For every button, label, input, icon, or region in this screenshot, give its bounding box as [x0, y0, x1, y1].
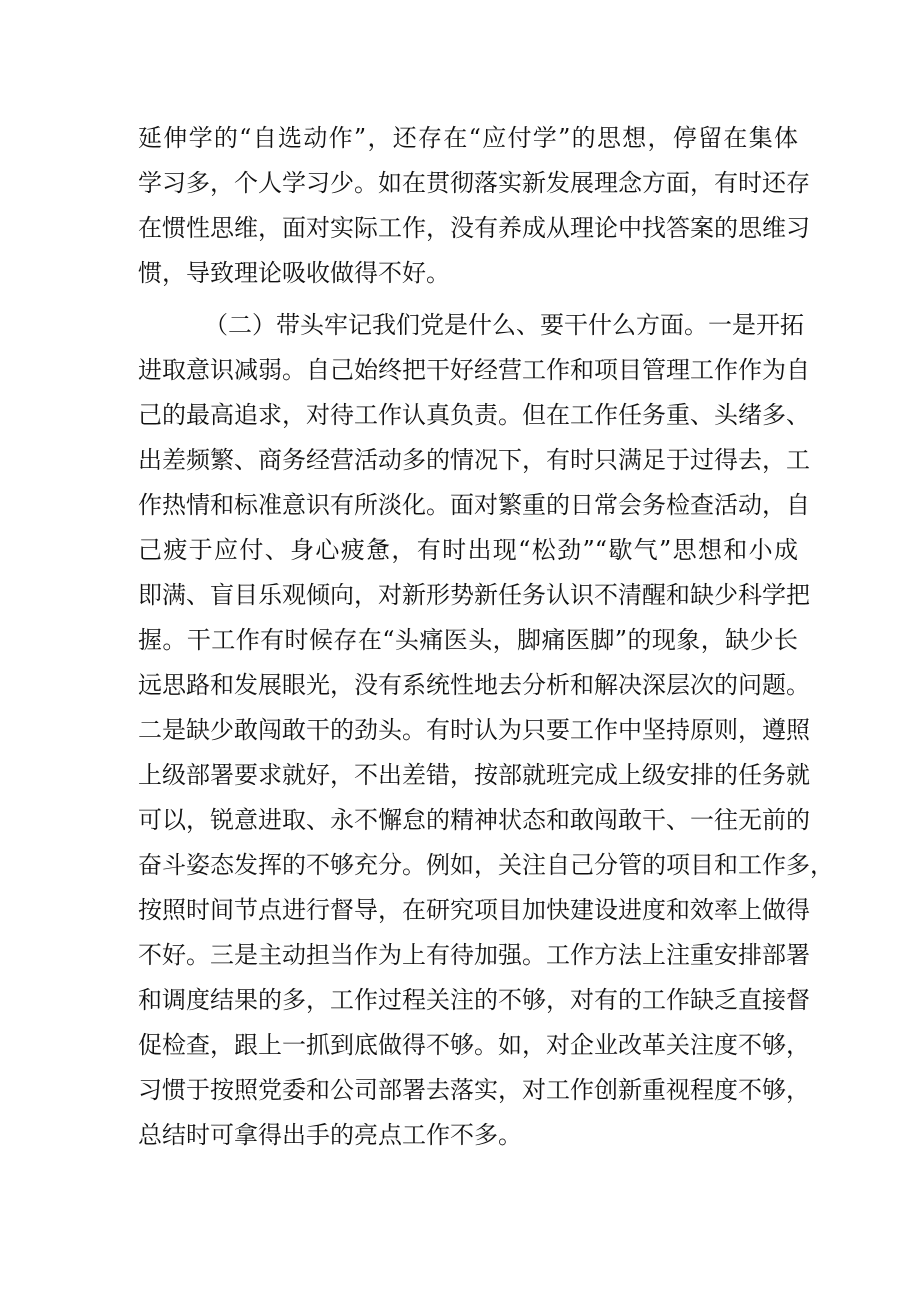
paragraph-gap [138, 296, 798, 303]
paragraph-2-line: 促检查，跟上一抓到底做得不够。如，对企业改革关注度不够， [138, 1031, 810, 1059]
paragraph-2-line: 可以，锐意进取、永不懈怠的精神状态和敢闯敢干、一往无前的 [138, 806, 810, 834]
paragraph-2-line: （二）带头牢记我们党是什么、要干什么方面。一是开拓 [204, 311, 804, 339]
paragraph-2-line: 和调度结果的多，工作过程关注的不够，对有的工作缺乏直接督 [138, 986, 810, 1014]
paragraph-2-line: 奋斗姿态发挥的不够充分。例如，关注自己分管的项目和工作多， [138, 851, 834, 879]
document-body [138, 116, 834, 1158]
paragraph-2-line: 总结时可拿得出手的亮点工作不多。 [138, 1121, 522, 1149]
paragraph-2-line: 远思路和发展眼光，没有系统性地去分析和解决深层次的问题。 [138, 671, 810, 699]
paragraph-1-line: 学习多，个人学习少。如在贯彻落实新发展理念方面，有时还存 [138, 169, 810, 197]
paragraph-2-line: 二是缺少敢闯敢干的劲头。有时认为只要工作中坚持原则，遵照 [138, 716, 810, 744]
paragraph-1-line: 惯，导致理论吸收做得不好。 [138, 259, 450, 287]
paragraph-2-line: 己的最高追求，对待工作认真负责。但在工作任务重、头绪多、 [138, 401, 810, 429]
paragraph-2-line: 握。干工作有时候存在“头痛医头，脚痛医脚”的现象，缺少长 [138, 626, 798, 654]
paragraph-2-line: 习惯于按照党委和公司部署去落实，对工作创新重视程度不够， [138, 1076, 810, 1104]
paragraph-2-line: 己疲于应付、身心疲惫，有时出现“松劲”“歇气”思想和小成 [138, 536, 798, 564]
paragraph-2-line: 不好。三是主动担当作为上有待加强。工作方法上注重安排部署 [138, 941, 810, 969]
paragraph-2-line: 即满、盲目乐观倾向，对新形势新任务认识不清醒和缺少科学把 [138, 581, 810, 609]
paragraph-2-line: 上级部署要求就好，不出差错，按部就班完成上级安排的任务就 [138, 761, 810, 789]
paragraph-1-line: 在惯性思维，面对实际工作，没有养成从理论中找答案的思维习 [138, 214, 810, 242]
paragraph-1-line: 延伸学的“自选动作”，还存在“应付学”的思想，停留在集体 [138, 124, 798, 152]
paragraph-2-line: 作热情和标准意识有所淡化。面对繁重的日常会务检查活动，自 [138, 491, 810, 519]
paragraph-2-line: 出差频繁、商务经营活动多的情况下，有时只满足于过得去，工 [138, 446, 810, 474]
paragraph-2-line: 按照时间节点进行督导，在研究项目加快建设进度和效率上做得 [138, 896, 810, 924]
paragraph-2-line: 进取意识减弱。自己始终把干好经营工作和项目管理工作作为自 [138, 356, 810, 384]
